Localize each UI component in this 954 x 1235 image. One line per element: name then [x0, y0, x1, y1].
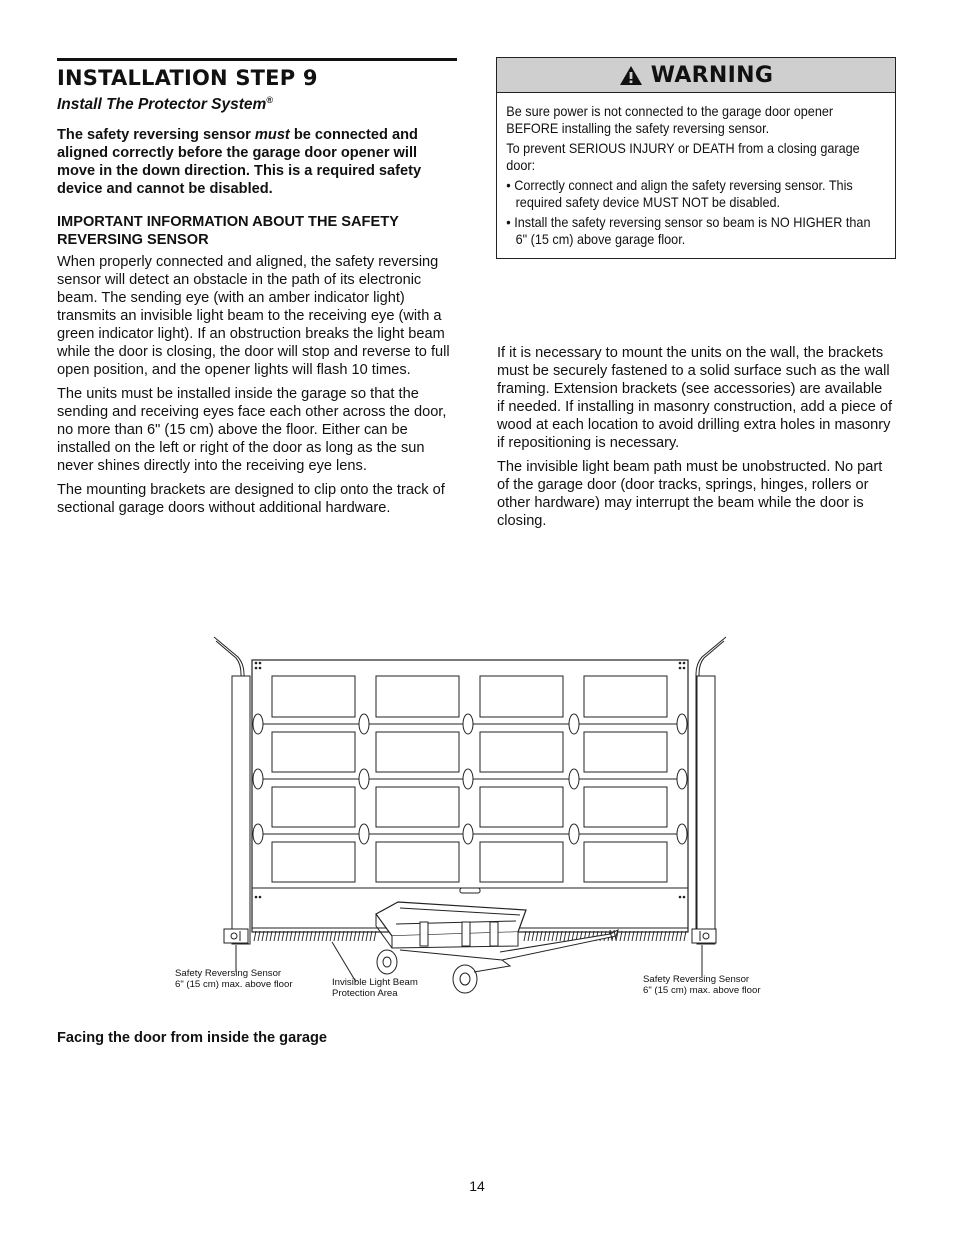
figure-caption: Facing the door from inside the garage — [57, 1030, 328, 1046]
warning-bullet-2: • Install the safety reversing sensor so beam is NO HIGHER than 6" (15 cm) above garage floor. — [506, 215, 871, 247]
step-title: INSTALLATION STEP 9 — [57, 66, 318, 90]
right-sensor-label-2: 6" (15 cm) max. above floor — [643, 984, 761, 996]
warning-line-2: To prevent SERIOUS INJURY or DEATH from a closing garage door: — [506, 141, 860, 173]
left-sensor-label — [175, 969, 293, 990]
warning-box — [496, 57, 896, 259]
left-paragraph-1: When properly connected and aligned, the safety reversing sensor will detect an obstacle in the path of its electronic beam. The sending eye (with an amber indicator light) transmits an invisible light beam to the receiving eye (with a green indicator light). If an obstruction breaks the light beam while the door is closing, the door will stop and reverse to full open position, and the opener lights will flash 10 times. — [57, 254, 450, 379]
right-sensor-label-1: Safety Reversing Sensor — [643, 974, 750, 985]
intro-paragraph — [57, 126, 457, 198]
left-column — [57, 58, 457, 523]
left-sensor-label-1: Safety Reversing Sensor — [175, 968, 282, 979]
right-paragraph-2: The invisible light beam path must be unobstructed. No part of the garage door (door tracks, springs, hinges, rollers or other hardware) may interrupt the beam while the door is closing. — [497, 459, 883, 529]
subtitle — [57, 91, 457, 114]
garage-door-illustration — [170, 632, 790, 1010]
registered-mark: ® — [266, 95, 273, 105]
beam-area-label-1: Invisible Light Beam — [332, 977, 418, 988]
right-paragraph-1: If it is necessary to mount the units on the wall, the brackets must be securely fastened to a solid surface such as the wall framing. Extension brackets (see accessories) are available if needed. If installing in masonry construction, add a piece of wood at each location to avoid drilling extra holes in masonry if repositioning is necessary. — [497, 345, 893, 451]
warning-triangle-icon — [619, 65, 643, 86]
subtitle-text: Install The Protector System — [57, 96, 267, 114]
important-heading: IMPORTANT INFORMATION ABOUT THE SAFETY REVERSING SENSOR — [57, 214, 399, 249]
beam-area-label-2: Protection Area — [332, 987, 398, 999]
page-number: 14 — [469, 1178, 485, 1194]
warning-body — [497, 93, 892, 248]
beam-area-label — [332, 978, 418, 999]
warning-title: WARNING — [650, 62, 774, 88]
left-paragraph-3: The mounting brackets are designed to clip onto the track of sectional garage doors without additional hardware. — [57, 482, 445, 517]
intro-part2: be connected and aligned correctly before the garage door opener will move in the down direction. This is a required safety device and cannot be disabled. — [57, 127, 422, 198]
garage-door-figure — [170, 632, 790, 1010]
left-paragraph-2: The units must be installed inside the garage so that the sending and receiving eyes face each other across the door, no more than 6" (15 cm) above the floor. Either can be installed on the left or right of the door as long as the sun never shines directly into the receiving eye lens. — [57, 386, 447, 475]
right-sensor-label — [643, 975, 761, 996]
left-sensor-label-2: 6" (15 cm) max. above floor — [175, 978, 293, 990]
intro-emphasis: must — [254, 127, 290, 144]
warning-line-1: Be sure power is not connected to the garage door opener BEFORE installing the safety reversing sensor. — [506, 104, 834, 136]
intro-part1: The safety reversing sensor — [57, 127, 255, 144]
right-column — [497, 344, 893, 536]
warning-header — [497, 58, 895, 93]
top-rule — [57, 58, 457, 61]
warning-bullet-1: • Correctly connect and align the safety reversing sensor. This required safety device MUST NOT be disabled. — [506, 178, 853, 210]
